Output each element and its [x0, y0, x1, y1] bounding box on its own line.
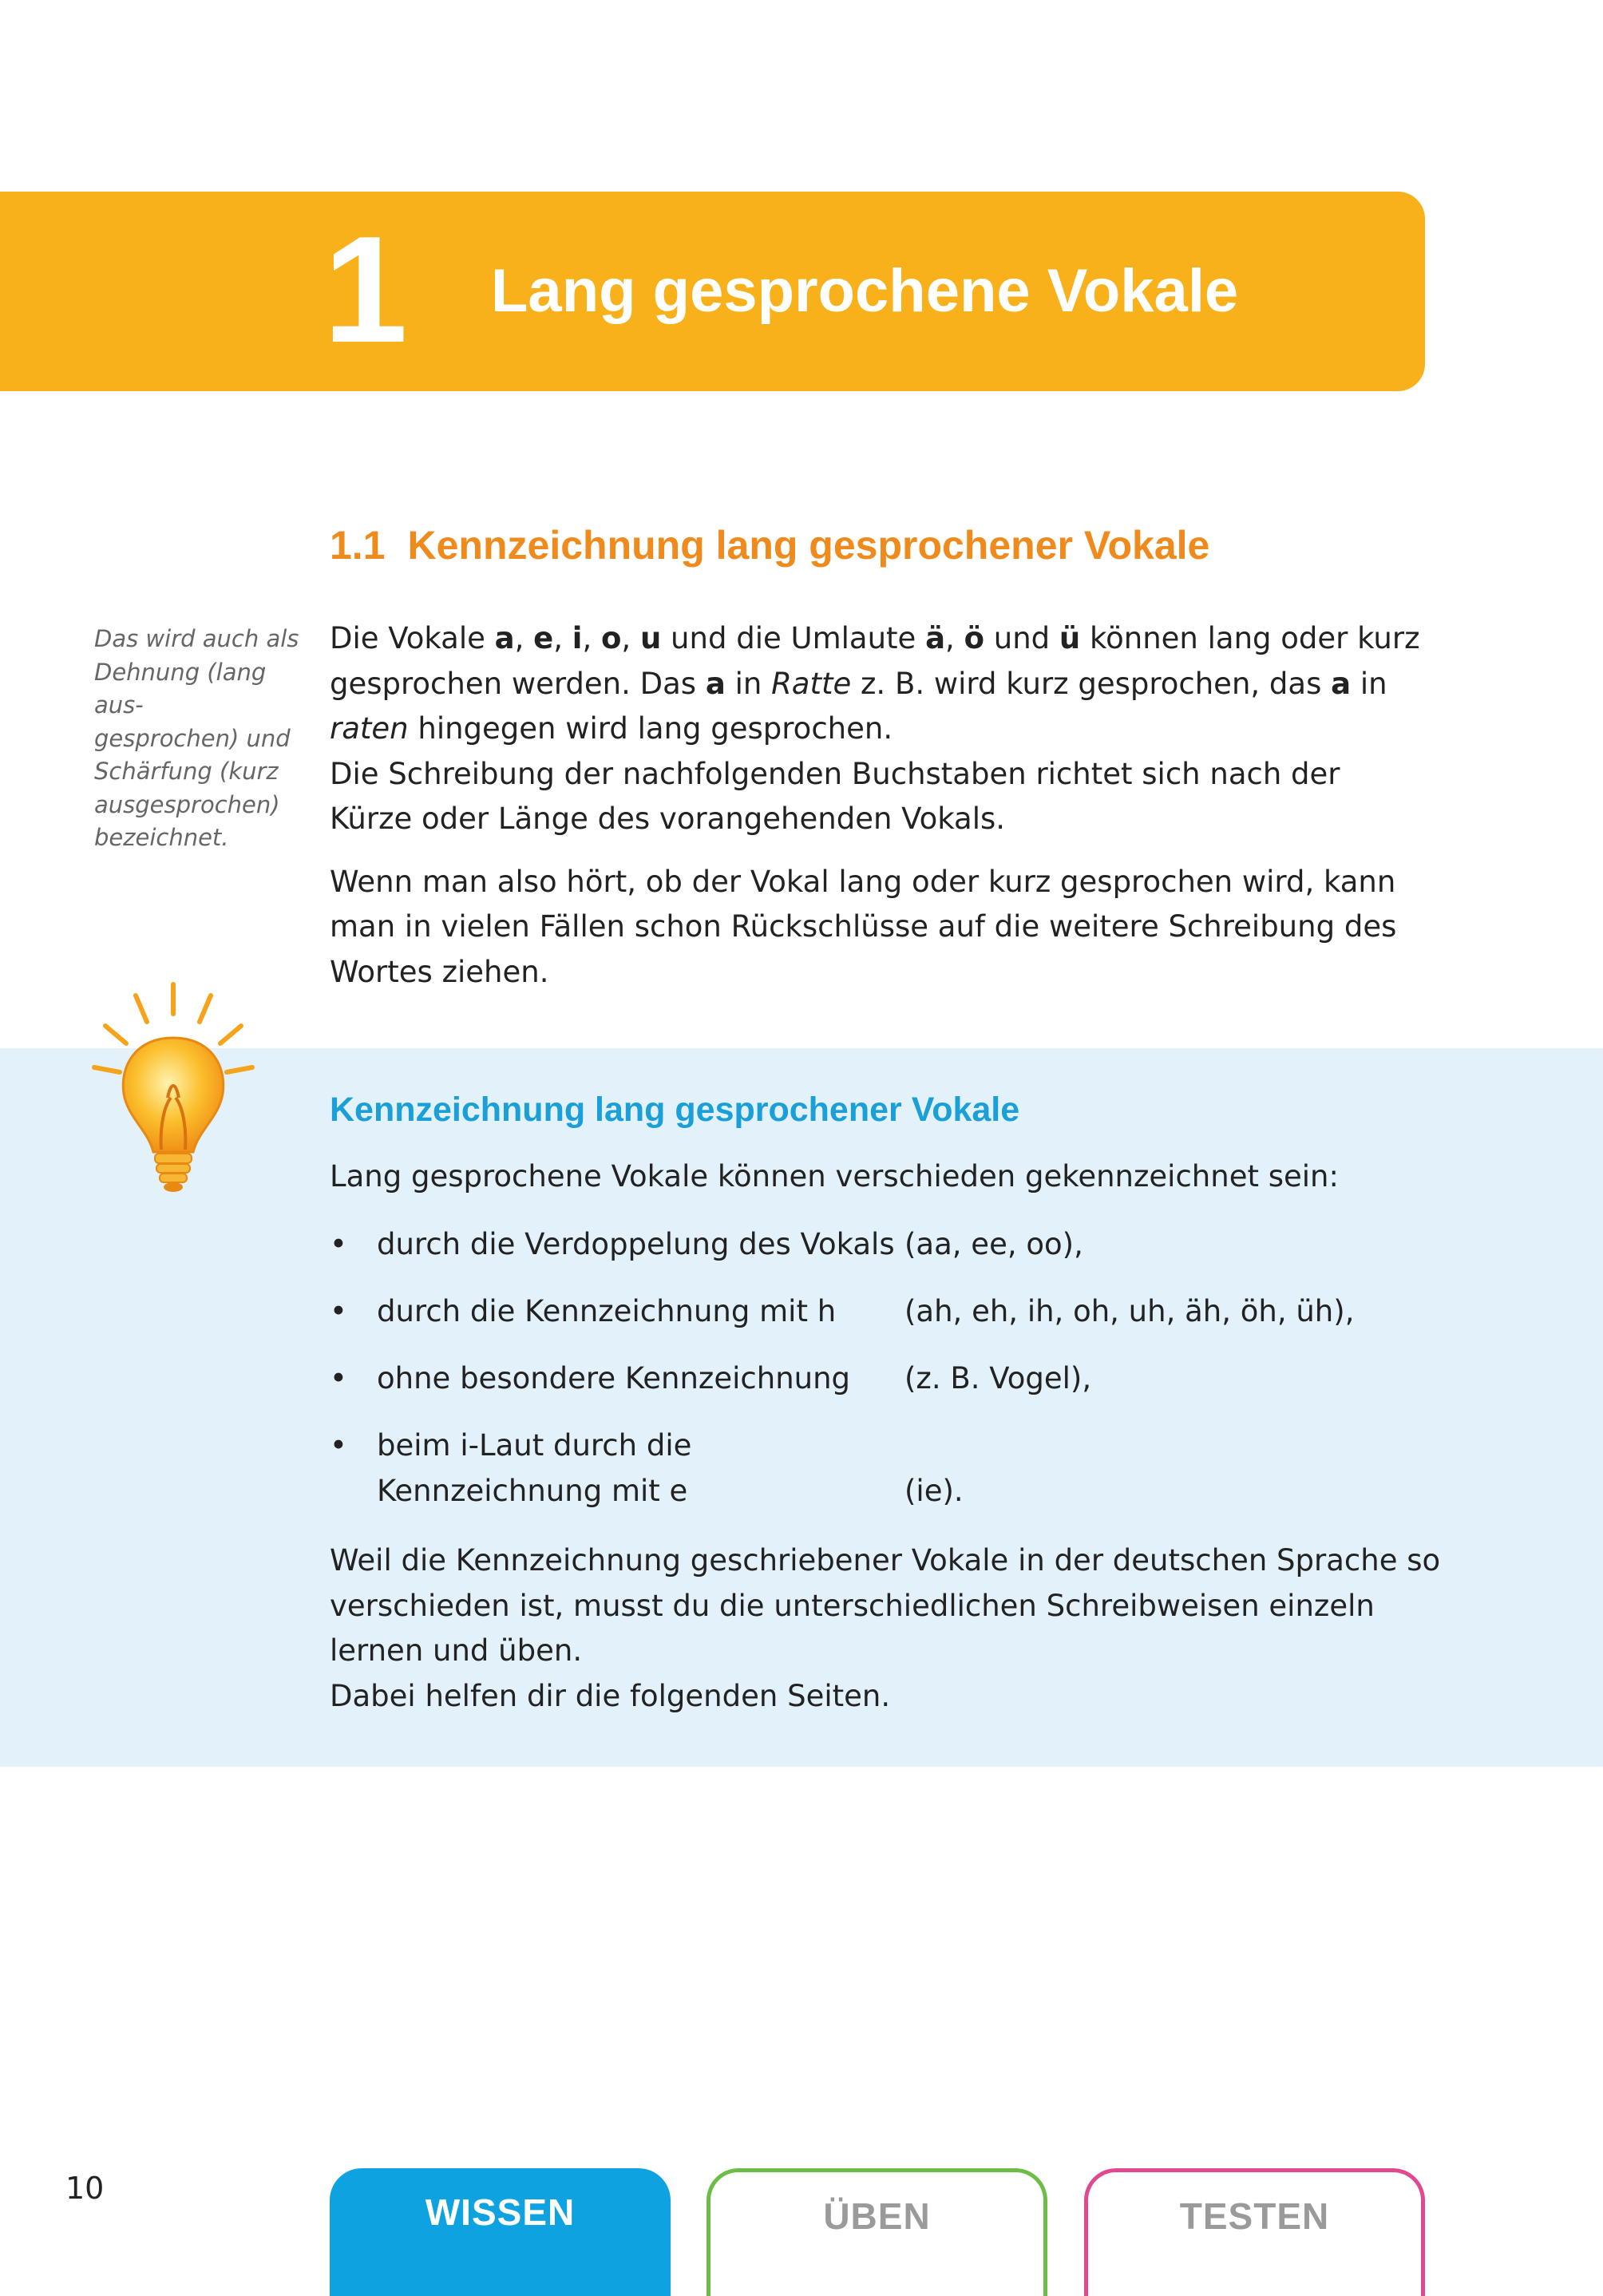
- bullet-icon: •: [330, 1294, 347, 1328]
- outro-paragraph: Dabei helfen dir die folgenden Seiten.: [330, 1678, 891, 1713]
- paragraph-spelling: Die Schreibung der nachfolgenden Buchstaben richtet sich nach der Kürze oder Länge des vorangehenden Vokals.: [330, 756, 1340, 836]
- paragraph-vowels: Die Vokale a, e, i, o, u und die Umlaute ä, ö und ü können lang oder kurz gesprochen werden. Das a in Ratte z. B. wird kurz gesprochen, das a in raten hingegen wird lang gesprochen.: [330, 621, 1420, 746]
- margin-note-line: Dehnung (lang aus-: [94, 658, 267, 718]
- list-item-example: (ie).: [904, 1474, 964, 1508]
- list-item-text: ohne besondere Kennzeichnung: [377, 1361, 851, 1395]
- tab-ueben[interactable]: ÜBEN: [707, 2168, 1047, 2296]
- body-text: [330, 616, 1431, 995]
- list-item-example: (ah, eh, ih, oh, uh, äh, öh, üh),: [904, 1294, 1355, 1328]
- tab-wissen[interactable]: WISSEN: [330, 2168, 671, 2296]
- list-item-text: beim i-Laut durch die: [377, 1428, 692, 1463]
- list-item-text: Kennzeichnung mit e: [377, 1474, 688, 1508]
- info-box-heading: Kennzeichnung lang gesprochener Vokale: [330, 1091, 1020, 1129]
- info-box-intro: Lang gesprochene Vokale können verschieden gekennzeichnet sein:: [330, 1159, 1339, 1194]
- list-item-example: (z. B. Vogel),: [904, 1361, 1092, 1395]
- tab-testen[interactable]: TESTEN: [1084, 2168, 1425, 2296]
- bullet-icon: •: [330, 1227, 347, 1261]
- margin-note-line: bezeichnet.: [94, 824, 229, 851]
- paragraph-inference: Wenn man also hört, ob der Vokal lang oder kurz gesprochen wird, kann man in vielen Fällen schon Rückschlüsse auf die weitere Schreibung des Wortes ziehen.: [330, 864, 1397, 989]
- outro-paragraph: Weil die Kennzeichnung geschriebener Vokale in der deutschen Sprache so verschieden ist, musst du die unterschiedlichen Schreibweisen einzeln lernen und üben.: [330, 1543, 1441, 1668]
- margin-note-line: Schärfung (kurz: [94, 758, 279, 785]
- info-box-outro: [330, 1538, 1447, 1719]
- list-item-text: durch die Verdoppelung des Vokals: [377, 1227, 895, 1261]
- lightbulb-icon: [88, 978, 259, 1201]
- bullet-icon: •: [330, 1361, 347, 1395]
- margin-note-line: gesprochen) und: [94, 724, 291, 752]
- bullet-icon: •: [330, 1428, 347, 1463]
- margin-note: [94, 623, 318, 855]
- section-number: 1.1: [330, 523, 386, 568]
- section-title: Kennzeichnung lang gesprochener Vokale: [407, 523, 1210, 568]
- list-item-example: (aa, ee, oo),: [904, 1227, 1083, 1261]
- page-number: 10: [65, 2171, 105, 2206]
- chapter-number: 1: [323, 205, 408, 374]
- chapter-title: Lang gesprochene Vokale: [491, 257, 1239, 325]
- section-heading: [330, 517, 1209, 573]
- margin-note-line: ausgesprochen): [94, 790, 280, 818]
- list-item-text: durch die Kennzeichnung mit h: [377, 1294, 837, 1328]
- margin-note-line: Das wird auch als: [94, 625, 299, 652]
